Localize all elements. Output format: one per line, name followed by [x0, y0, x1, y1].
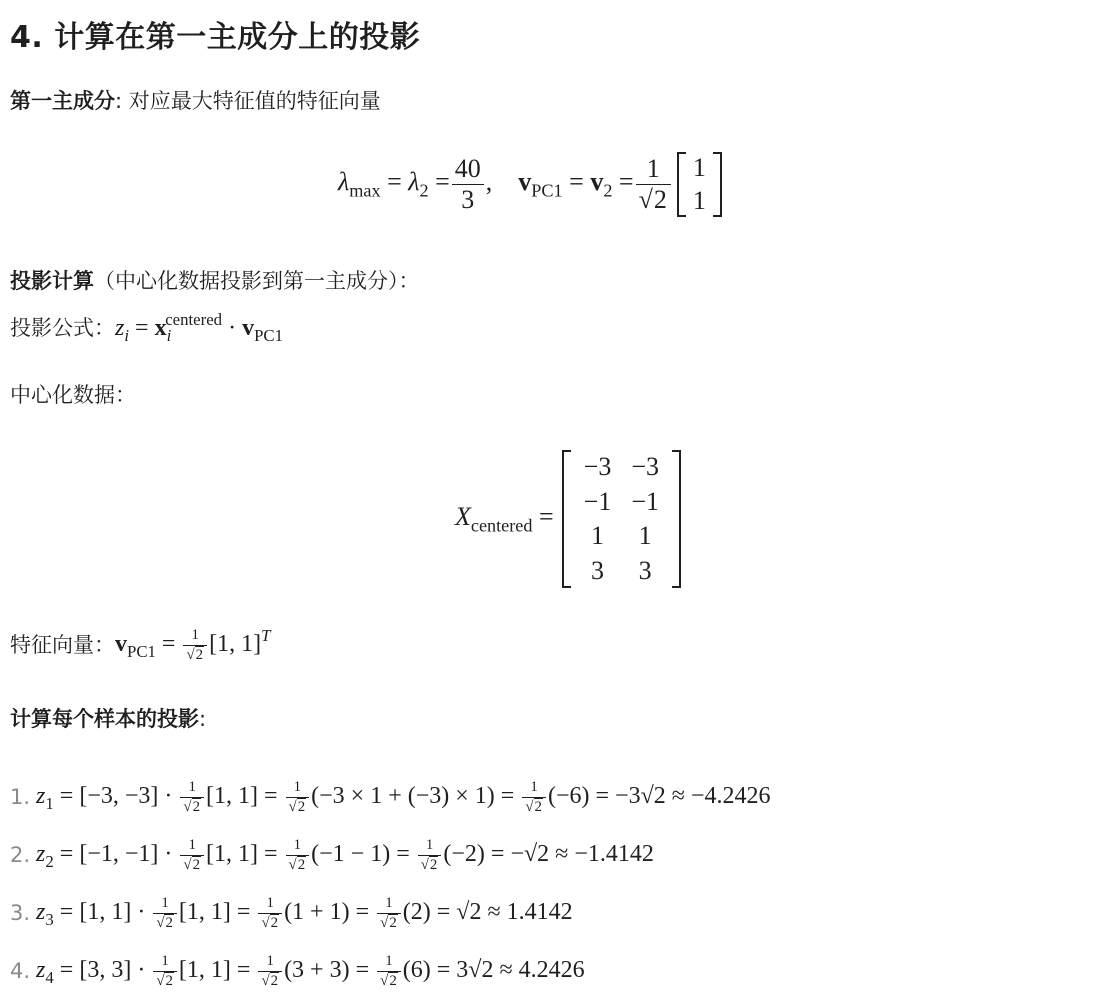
projection-item	[10, 768, 770, 826]
matrix-row	[574, 485, 669, 520]
eigvec-line	[10, 628, 270, 663]
vec-coefficient: $\frac{1}{√2}$	[636, 156, 671, 213]
matrix-row	[574, 554, 669, 589]
lambda-fraction: $\frac{40}{3}$	[452, 156, 484, 213]
matrix-row	[574, 519, 669, 554]
matrix-cell: 3	[590, 555, 604, 585]
projection-item	[10, 942, 770, 1000]
pc1-desc: : 对应最大特征值的特征向量	[115, 89, 381, 113]
item-equation: $z_4 = [3$, 3] · $\frac{1}{√2}$ [1, 1] = $\frac{1}{√2}$ (3 + 3) = $\frac{1}{√2}$ (6) = 3√2 ≈ 4.2426	[36, 952, 585, 989]
matrix-cell: −3	[631, 452, 659, 481]
pc1-label: 第一主成分	[10, 89, 115, 113]
eigenvector-matrix: 1 1	[677, 152, 722, 217]
proj-line	[10, 271, 420, 292]
eigvec-label: 特征向量：	[10, 632, 115, 657]
projection-formula: $z_i = x_i^{centered} \cdot v_{PC1}$	[115, 310, 283, 345]
projection-item	[10, 826, 770, 884]
item-number: 2.	[10, 843, 31, 867]
matrix-cell: −1	[583, 486, 612, 516]
proj-label: 投影计算	[10, 269, 94, 293]
projection-list	[10, 768, 770, 1000]
centered-matrix	[562, 450, 681, 588]
each-line: 计算每个样本的投影:	[10, 707, 207, 731]
projection-item	[10, 884, 770, 942]
eigen-equation: $\lambda_{max} = \lambda_2$ = $\frac{40}{3}$ , $v_{PC1} = v_2$ = $\frac{1}{√2}$ 1 1	[338, 152, 722, 217]
pc1-line	[10, 91, 381, 112]
matrix-cell: 1	[590, 521, 604, 551]
matrix-cell: 1	[638, 521, 652, 551]
matrix-row	[574, 450, 669, 485]
section-heading: 4. 计算在第一主成分上的投影	[10, 20, 421, 55]
eigvec-expression: $v_{PC1}$ = $\frac{1}{√2}$ [1, 1]$^T$	[115, 626, 271, 664]
item-number: 4.	[10, 959, 31, 983]
item-equation: $z_3 = [1$, 1] · $\frac{1}{√2}$ [1, 1] = $\frac{1}{√2}$ (1 + 1) = $\frac{1}{√2}$ (2) = √2 ≈ 1.4142	[36, 894, 573, 931]
item-equation: $z_2 = [-1$, −1] · $\frac{1}{√2}$ [1, 1] = $\frac{1}{√2}$ (−1 − 1) = $\frac{1}{√2}$ (−2) = −√2 ≈ −1.4142	[36, 836, 654, 873]
matrix-cell: −3	[583, 452, 612, 481]
formula-label: 投影公式：	[10, 315, 115, 340]
each-label: 计算每个样本的投影	[10, 707, 199, 731]
matrix-cell: 3	[638, 555, 652, 585]
centered-label: 中心化数据：	[10, 383, 136, 407]
centered-matrix-equation: $X_{centered}$ = −3 −3 −1 −1 1 1 3 3	[455, 450, 681, 588]
formula-line	[10, 312, 283, 345]
matrix-cell: −1	[631, 486, 659, 516]
item-number: 1.	[10, 785, 31, 809]
item-equation: $z_1 = [-3$, −3] · $\frac{1}{√2}$ [1, 1] = $\frac{1}{√2}$ (−3 × 1 + (−3) × 1) = $\frac{1}{√2}$ (−6) = −3√2 ≈ −4.2426	[36, 778, 771, 815]
item-number: 3.	[10, 901, 31, 925]
proj-paren: （中心化数据投影到第一主成分）：	[94, 269, 420, 293]
